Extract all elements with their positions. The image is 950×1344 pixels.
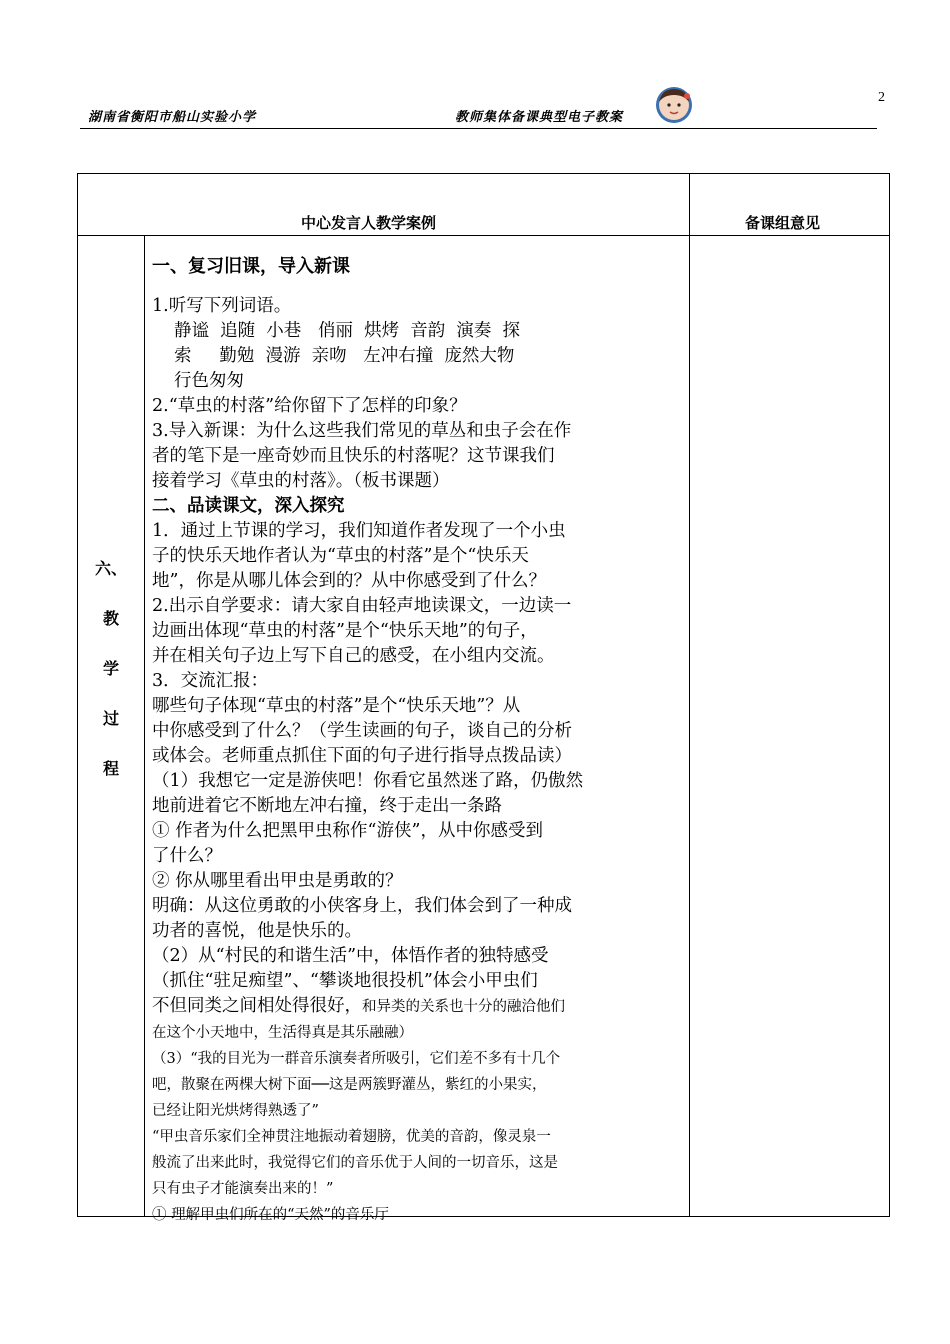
text-line: 子的快乐天地作者认为“草虫的村落”是个“快乐天: [152, 546, 529, 566]
text-line: 或体会。老师重点抓住下面的句子进行指导点拨品读）: [152, 746, 572, 766]
text-line: 3.导入新课：为什么这些我们常见的草丛和虫子会在作: [152, 421, 572, 441]
text-line: 中你感受到了什么？（学生读画的句子，谈自己的分析: [152, 721, 572, 741]
text-line: （3）“我的目光为一群音乐演奏者所吸引，它们差不多有十几个: [152, 1051, 561, 1067]
side-label-char: 学: [102, 659, 119, 678]
text-span: 不但同类之间相处得很好，: [152, 996, 362, 1016]
section1-title: 一、复习旧课，导入新课: [152, 256, 350, 277]
text-line: “甲虫音乐家们全神贯注地振动着翅膀，优美的音韵，像灵泉一: [152, 1129, 551, 1145]
side-label-char: 六、: [94, 559, 127, 578]
side-label-char: 过: [102, 709, 119, 728]
text-line: 者的笔下是一座奇妙而且快乐的村落呢？这节课我们: [152, 446, 555, 466]
text-line: 般流了出来此时，我觉得它们的音乐优于人间的一切音乐，这是: [152, 1155, 558, 1171]
text-line: 接着学习《草虫的村落》。（板书课题）: [152, 471, 450, 491]
header-rule: [80, 128, 877, 129]
text-line: ① 作者为什么把黑甲虫称作“游侠”，从中你感受到: [152, 821, 543, 841]
vocab-line: 静谧 追随 小巷 俏丽 烘烤 音韵 演奏 探: [174, 321, 520, 341]
header-portrait-image: [654, 86, 694, 124]
case-column-header: 中心发言人教学案例: [301, 214, 437, 232]
text-line: （抓住“驻足痴望”、“攀谈地很投机”体会小甲虫们: [152, 971, 538, 991]
header-document-title: 教师集体备课典型电子教案: [455, 110, 624, 125]
opinion-column-divider: [689, 174, 690, 1216]
text-line: [152, 994, 688, 1020]
text-line: 1．通过上节课的学习，我们知道作者发现了一个小虫: [152, 521, 566, 541]
text-line: 3．交流汇报：: [152, 671, 269, 691]
text-line: ① 理解甲虫们所在的“天然”的音乐厅: [152, 1207, 389, 1223]
text-line: 2.出示自学要求：请大家自由轻声地读课文，一边读一: [152, 596, 572, 616]
text-line: 在这个小天地中，生活得真是其乐融融）: [152, 1025, 413, 1041]
header-school-name: 湖南省衡阳市船山实验小学: [88, 110, 257, 125]
text-line: 边画出体现“草虫的村落”是个“快乐天地”的句子，: [152, 621, 538, 641]
text-line: 功者的喜悦，他是快乐的。: [152, 921, 362, 941]
text-line: ② 你从哪里看出甲虫是勇敢的？: [152, 871, 403, 891]
text-line: 地”，你是从哪儿体会到的？从中你感受到了什么？: [152, 571, 546, 591]
text-line: 了什么？: [152, 846, 222, 866]
opinion-column-header: 备课组意见: [745, 214, 821, 232]
lesson-content: [152, 254, 688, 1228]
side-label-char: 教: [102, 609, 119, 628]
text-line: 只有虫子才能演奏出来的！”: [152, 1181, 334, 1197]
text-line: 吧，散聚在两棵大树下面──这是两簇野灌丛，紫红的小果实，: [152, 1077, 547, 1093]
vocab-line: 行色匆匆: [174, 371, 244, 391]
header-row-divider: [78, 235, 889, 236]
text-span-small: 和异类的关系也十分的融洽他们: [362, 999, 565, 1015]
section2-title: 二、品读课文，深入探究: [152, 496, 345, 516]
text-line: 哪些句子体现“草虫的村落”是个“快乐天地”？从: [152, 696, 521, 716]
lesson-plan-table: [77, 173, 890, 1223]
text-line: 2.“草虫的村落”给你留下了怎样的印象？: [152, 396, 467, 416]
text-line: 地前进着它不断地左冲右撞，终于走出一条路: [152, 796, 502, 816]
side-column-divider: [144, 235, 145, 1216]
teaching-process-label: [78, 544, 144, 794]
text-line: （2）从“村民的和谐生活”中，体悟作者的独特感受: [152, 946, 549, 966]
vocab-line: 索 勤勉 漫游 亲吻 左冲右撞 庞然大物: [174, 346, 515, 366]
page-number: 2: [878, 90, 885, 105]
text-line: （1）我想它一定是游侠吧！你看它虽然迷了路，仍傲然: [152, 771, 584, 791]
text-line: 并在相关句子边上写下自己的感受，在小组内交流。: [152, 646, 555, 666]
side-label-char: 程: [102, 759, 119, 778]
text-line: 已经让阳光烘烤得熟透了”: [152, 1103, 319, 1119]
text-line: 明确：从这位勇敢的小侠客身上，我们体会到了一种成: [152, 896, 572, 916]
text-line: 1.听写下列词语。: [152, 296, 292, 316]
